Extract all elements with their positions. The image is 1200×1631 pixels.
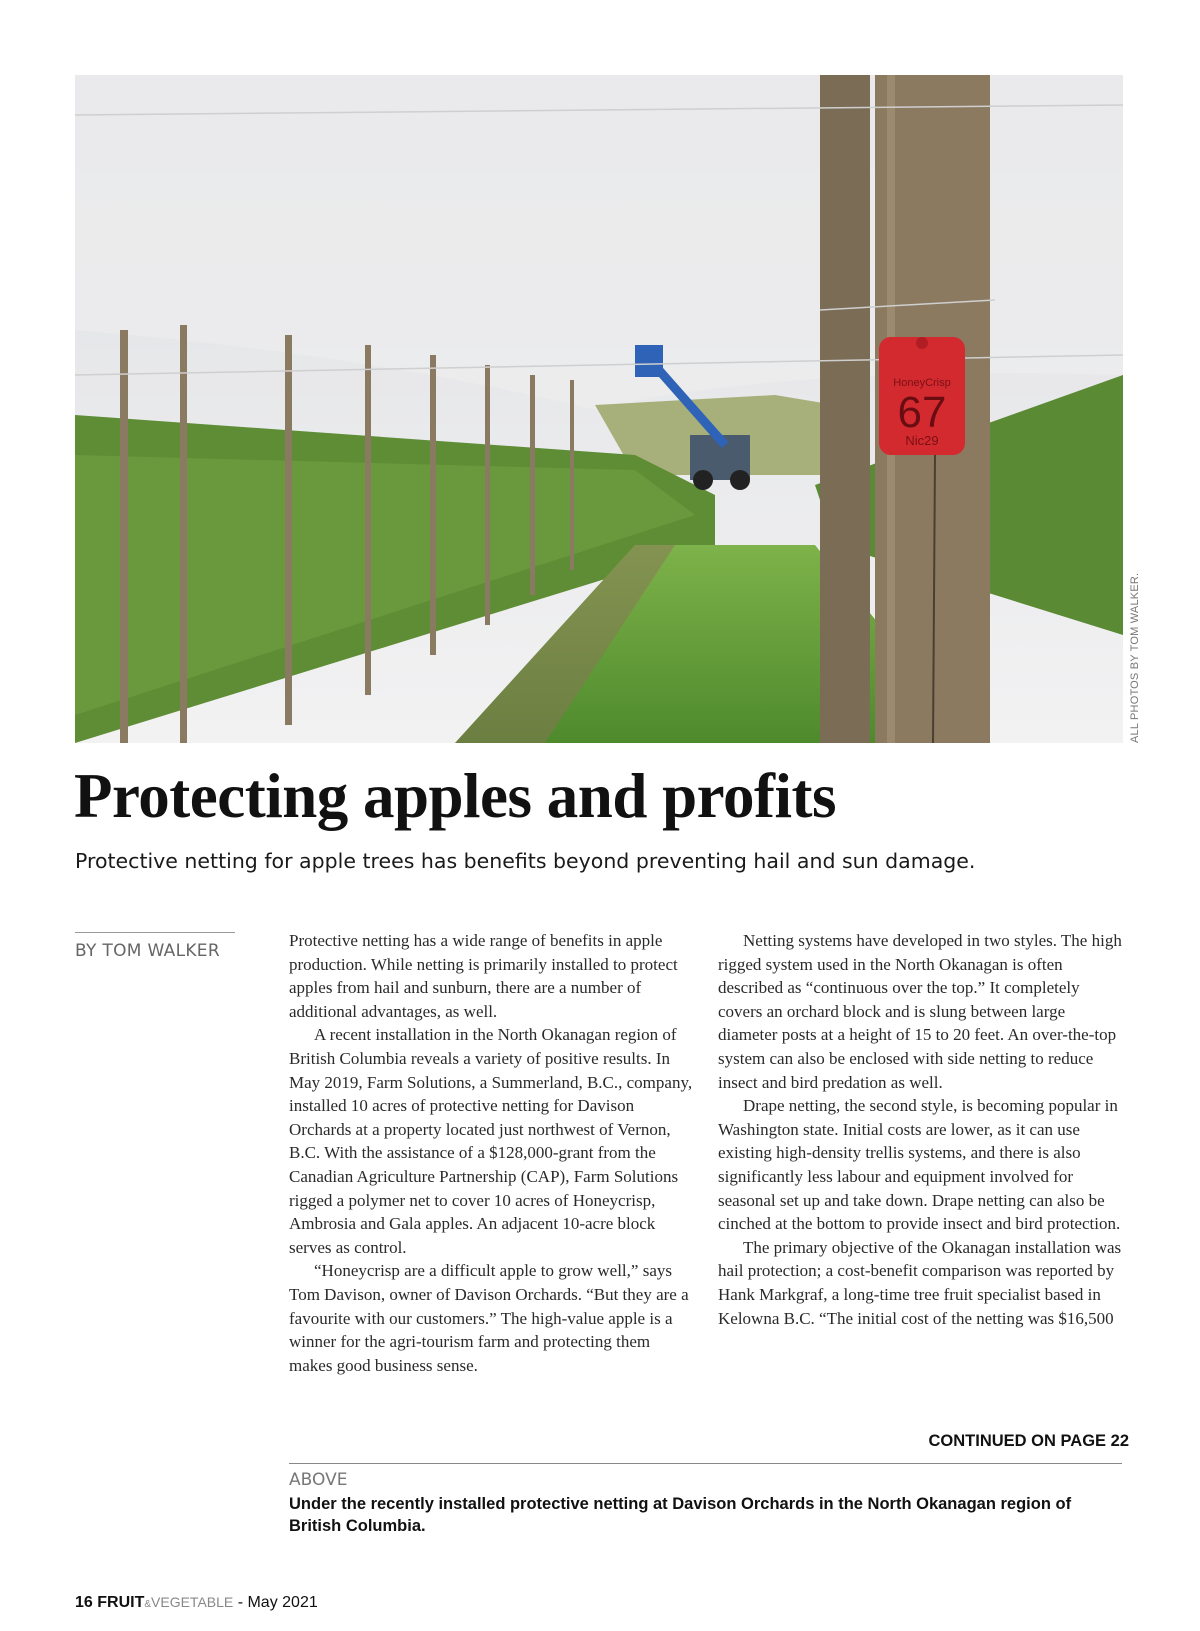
tag-number: 67 [897, 388, 947, 437]
byline: BY TOM WALKER [75, 941, 220, 961]
paragraph: Drape netting, the second style, is becoming popular in Washington state. Initial costs are lower, as it can use existing high-density trellis systems, and there is also significantly less labour and equipment involved for seasonal set up and take down. Drape netting can also be cinched at the bottom to provide insect and bird protection. [718, 1096, 1121, 1234]
article-column-2 [718, 929, 1126, 1330]
orchard-photo [75, 75, 1123, 743]
paragraph: “Honeycrisp are a difficult apple to grow well,” says Tom Davison, owner of Davison Orchards. “But they are a favourite with our customers.” The high-value apple is a winner for the agri-tourism farm and protecting them makes good business sense. [289, 1261, 689, 1375]
caption-divider [289, 1463, 1122, 1464]
continued-note: CONTINUED ON PAGE 22 [928, 1432, 1129, 1450]
article-column-1 [289, 929, 697, 1377]
paragraph: The primary objective of the Okanagan installation was hail protection; a cost-benefit comparison was reported by Hank Markgraf, a long-time tree fruit specialist based in Kelowna B.C. “The initial cost of the netting was $16,500 [718, 1237, 1122, 1328]
tag-code: Nic29 [905, 433, 939, 448]
article-photo [75, 75, 1123, 743]
headline: Protecting apples and profits [74, 761, 836, 831]
byline-divider [75, 932, 235, 933]
issue-date: - May 2021 [233, 1594, 318, 1611]
page-number: 16 [75, 1594, 93, 1611]
paragraph: A recent installation in the North Okanagan region of British Columbia reveals a variety of positive results. In May 2019, Farm Solutions, a Summerland, B.C., company, installed 10 acres of protective netting for Davison Orchards at a property located just northwest of Vernon, B.C. With the assistance of a $128,000-grant from the Canadian Agriculture Partnership (CAP), Farm Solutions rigged a polymer net to cover 10 acres of Honeycrisp, Ambrosia and Gala apples. An adjacent 10-acre block serves as control. [289, 1025, 693, 1257]
magazine-name-amp: & [144, 1599, 152, 1610]
paragraph: Netting systems have developed in two styles. The high rigged system used in the North Okanagan is often described as “continuous over the top.” It completely covers an orchard block and is slung between large diameter posts at a height of 15 to 20 feet. An over-the-top system can also be enclosed with side netting to reduce insect and bird predation as well. [718, 931, 1122, 1092]
magazine-name-vegetable: VEGETABLE [151, 1594, 234, 1610]
deck: Protective netting for apple trees has benefits beyond preventing hail and sun damage. [75, 849, 976, 873]
photo-credit: ALL PHOTOS BY TOM WALKER. [1129, 572, 1141, 743]
caption-text: Under the recently installed protective netting at Davison Orchards in the North Okanagan region of British Columbia. [289, 1495, 1072, 1535]
caption-label: ABOVE [289, 1470, 348, 1490]
page-footer [75, 1594, 318, 1612]
tag-label: HoneyCrisp [893, 377, 951, 389]
magazine-name-fruit: FRUIT [97, 1594, 145, 1611]
paragraph: Protective netting has a wide range of benefits in apple production. While netting is primarily installed to protect apples from hail and sunburn, there are a number of additional advantages, as well. [289, 931, 678, 1021]
